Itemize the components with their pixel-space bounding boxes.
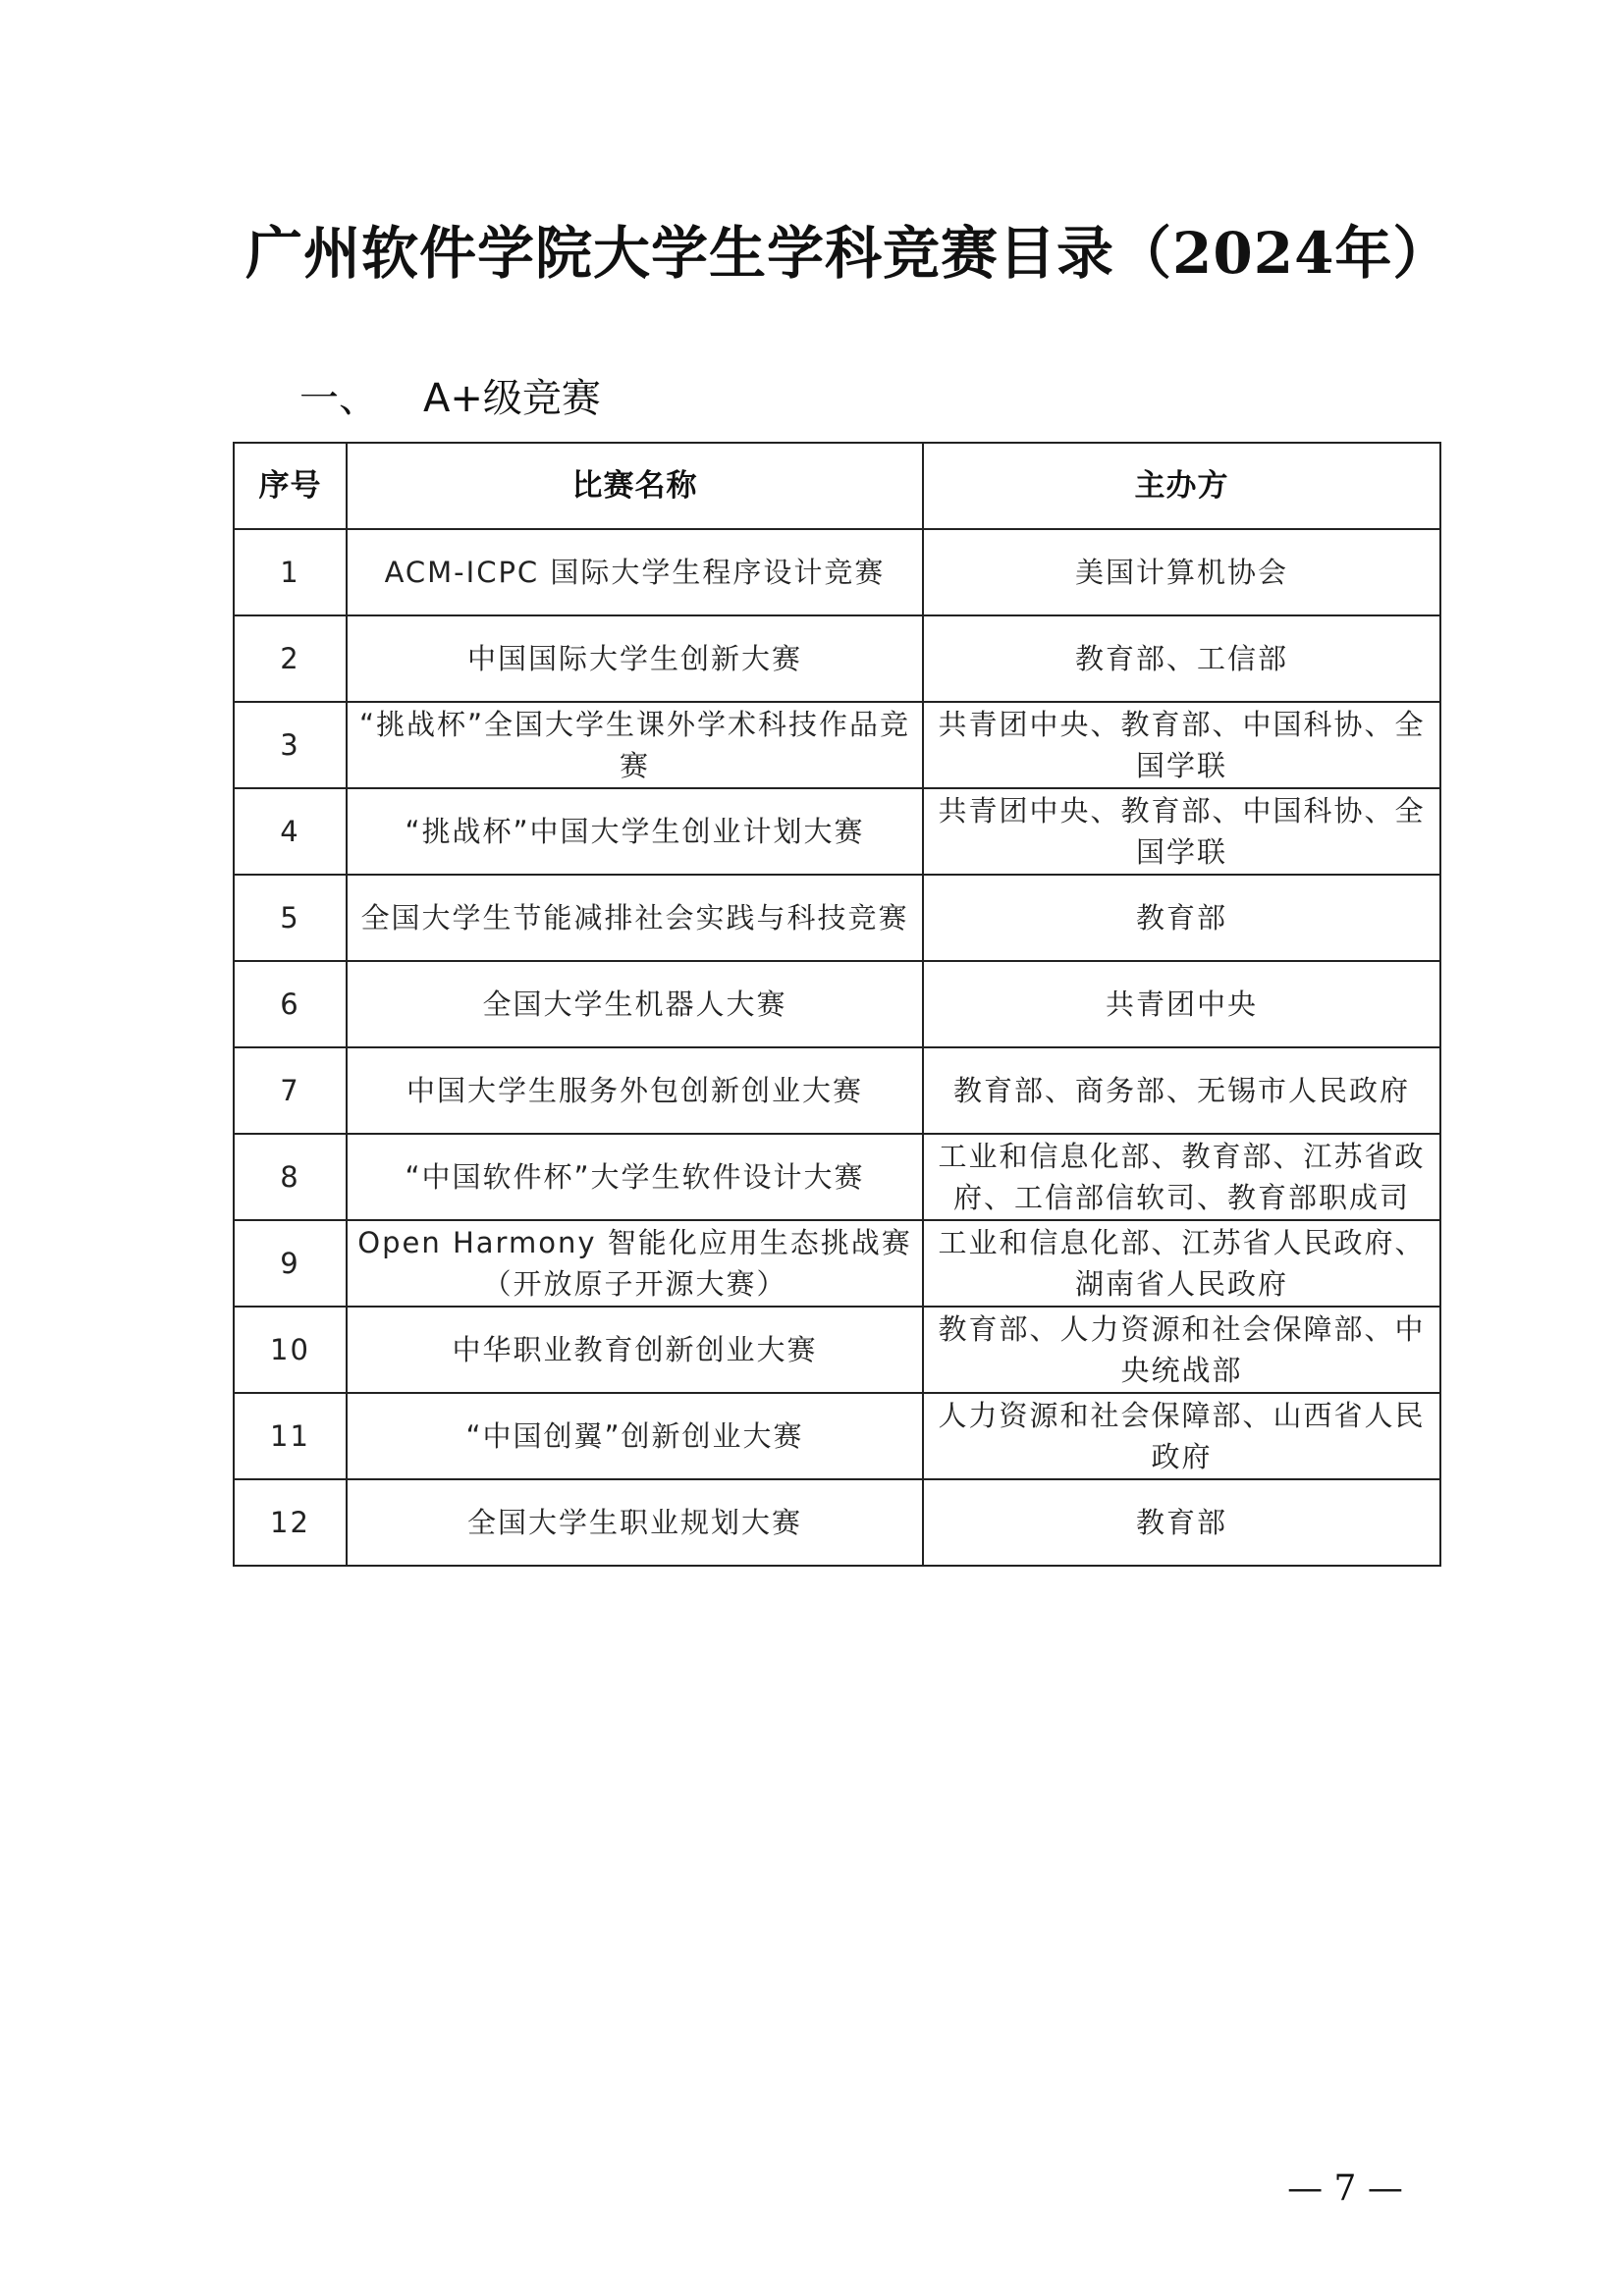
row-organizer: 工业和信息化部、教育部、江苏省政府、工信部信软司、教育部职成司	[923, 1134, 1440, 1220]
row-name: 全国大学生职业规划大赛	[347, 1479, 923, 1566]
section-number: 一、	[299, 376, 378, 421]
table-header-row	[234, 443, 1440, 529]
row-organizer: 共青团中央、教育部、中国科协、全国学联	[923, 788, 1440, 875]
table-row	[234, 788, 1440, 875]
header-name: 比赛名称	[347, 443, 923, 529]
document-title: 广州软件学院大学生学科竞赛目录（2024年）	[245, 220, 1451, 287]
row-name: ACM-ICPC 国际大学生程序设计竞赛	[347, 529, 923, 615]
table-row	[234, 1220, 1440, 1307]
row-name: “挑战杯”中国大学生创业计划大赛	[347, 788, 923, 875]
row-no: 9	[234, 1220, 347, 1307]
row-organizer: 教育部	[923, 1479, 1440, 1566]
table-row	[234, 529, 1440, 615]
table-row	[234, 1307, 1440, 1393]
row-name: 中华职业教育创新创业大赛	[347, 1307, 923, 1393]
header-organizer: 主办方	[923, 443, 1440, 529]
row-organizer: 教育部、商务部、无锡市人民政府	[923, 1047, 1440, 1134]
row-organizer: 共青团中央	[923, 961, 1440, 1047]
table-row	[234, 1393, 1440, 1479]
row-organizer: 教育部、人力资源和社会保障部、中央统战部	[923, 1307, 1440, 1393]
row-no: 12	[234, 1479, 347, 1566]
section-heading	[299, 371, 601, 426]
row-organizer: 美国计算机协会	[923, 529, 1440, 615]
table-row	[234, 875, 1440, 961]
page-number: — 7 —	[1287, 2168, 1403, 2209]
row-no: 11	[234, 1393, 347, 1479]
row-name: “中国创翼”创新创业大赛	[347, 1393, 923, 1479]
row-no: 6	[234, 961, 347, 1047]
row-organizer: 教育部、工信部	[923, 615, 1440, 702]
table-row	[234, 961, 1440, 1047]
row-no: 4	[234, 788, 347, 875]
section-title: A+级竞赛	[423, 376, 601, 421]
row-organizer: 工业和信息化部、江苏省人民政府、湖南省人民政府	[923, 1220, 1440, 1307]
table-row	[234, 1479, 1440, 1566]
row-organizer: 人力资源和社会保障部、山西省人民政府	[923, 1393, 1440, 1479]
row-no: 8	[234, 1134, 347, 1220]
row-organizer: 教育部	[923, 875, 1440, 961]
row-name: Open Harmony 智能化应用生态挑战赛（开放原子开源大赛）	[347, 1220, 923, 1307]
table-row	[234, 615, 1440, 702]
header-no: 序号	[234, 443, 347, 529]
row-name: “中国软件杯”大学生软件设计大赛	[347, 1134, 923, 1220]
table-row	[234, 702, 1440, 788]
row-no: 10	[234, 1307, 347, 1393]
competition-table	[233, 442, 1441, 1567]
row-no: 5	[234, 875, 347, 961]
row-no: 7	[234, 1047, 347, 1134]
row-organizer: 共青团中央、教育部、中国科协、全国学联	[923, 702, 1440, 788]
row-name: 全国大学生节能减排社会实践与科技竞赛	[347, 875, 923, 961]
row-name: 中国国际大学生创新大赛	[347, 615, 923, 702]
row-name: 中国大学生服务外包创新创业大赛	[347, 1047, 923, 1134]
row-no: 3	[234, 702, 347, 788]
row-no: 2	[234, 615, 347, 702]
row-name: “挑战杯”全国大学生课外学术科技作品竞赛	[347, 702, 923, 788]
row-no: 1	[234, 529, 347, 615]
table-row	[234, 1134, 1440, 1220]
table-row	[234, 1047, 1440, 1134]
row-name: 全国大学生机器人大赛	[347, 961, 923, 1047]
